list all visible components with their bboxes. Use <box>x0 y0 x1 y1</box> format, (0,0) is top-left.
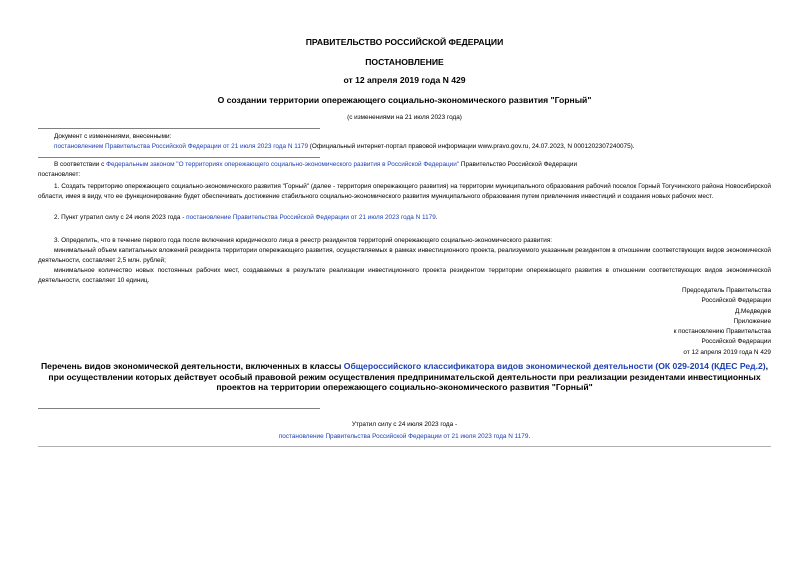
amendment-note: (с изменениями на 21 июля 2023 года) <box>347 114 462 121</box>
repeal-note <box>38 419 771 443</box>
amendment-link[interactable]: постановлением Правительства Российской Федерации от 21 июля 2023 года N 1179 <box>54 143 308 150</box>
signature-name: Д.Медведев <box>734 307 771 315</box>
divider <box>38 128 320 129</box>
okved-link[interactable]: Общероссийского классификатора видов экономической деятельности (ОК 029-2014 (КДЕС Ред.2) <box>343 361 766 371</box>
signature-position: Председатель Правительства <box>682 287 771 294</box>
appendix-label: Приложение <box>733 317 771 325</box>
federal-law-link[interactable]: Федеральным законом "О территориях опережающего социально-экономического развития в Российской Федерации" <box>106 161 460 168</box>
changes-tail: (Официальный интернет-портал правовой информации www.pravo.gov.ru, 24.07.2023, N 0001202307240075). <box>308 143 635 150</box>
repeal-link[interactable]: постановление Правительства Российской Федерации от 21 июля 2023 года N 1179 <box>278 433 529 440</box>
government-heading: ПРАВИТЕЛЬСТВО РОССИЙСКОЙ ФЕДЕРАЦИИ <box>305 37 504 47</box>
repeal-decree-link[interactable]: постановление Правительства Российской Федерации от 21 июля 2023 года N 1179 <box>186 214 436 221</box>
divider <box>38 408 320 409</box>
appendix-ref: к постановлению Правительства <box>673 328 771 336</box>
clause-3: 3. Определить, что в течение первого года после включения юридического лица в реестр резидентов территорий опережающего социально-экономического развития: <box>54 237 553 244</box>
appendix-date: от 12 апреля 2019 года N 429 <box>683 348 771 356</box>
bottom-divider <box>38 446 771 447</box>
clause-3-investment: минимальный объем капитальных вложений резидента территории опережающего развития, осуществляемых в рамках инвестиционного проекта, реализуемого указанным резидентом в отношении соответствующих видов экономической деятельности, составляет 2,5 млн. рублей; <box>38 247 771 264</box>
clause-2-text: 2. Пункт утратил силу с 24 июля 2023 года - <box>54 214 187 221</box>
changes-line <box>54 142 771 152</box>
appendix-title <box>38 361 771 393</box>
clause-2 <box>54 213 771 223</box>
appendix-country: Российской Федерации <box>701 338 771 346</box>
preamble-text: В соответствии с <box>54 161 107 168</box>
preamble-text-end: Правительство Российской Федерации <box>459 161 578 168</box>
document-date-number: от 12 апреля 2019 года N 429 <box>343 75 466 85</box>
divider <box>38 157 320 158</box>
clause-1: 1. Создать территорию опережающего социально-экономического развития "Горный" (далее - территория опережающего развития) на территории муниципального образования рабочий поселок Горный Тогучинского района Новосибирской области, имея в виду, что ее функционирование будет обеспечивать достижение стабильного социально-экономического развития муниципального образования путем привлечения инвестиций и создания новых рабочих мест. <box>38 183 771 200</box>
repeal-end: . <box>528 433 531 440</box>
document-title: О создании территории опережающего социально-экономического развития "Горный" <box>217 95 592 105</box>
changes-label: Документ с изменениями, внесенными: <box>54 133 172 140</box>
signature-country: Российской Федерации <box>701 297 771 305</box>
preamble <box>54 160 771 170</box>
appendix-title-end: , при осуществлении которых действует особый правовой режим осуществления предпринимательской деятельности при реализации резидентами инвестиционных проектов на территории опережающего социально-экономического развития "Горный" <box>48 361 768 393</box>
appendix-title-text: Перечень видов экономической деятельности, включенных в классы <box>40 361 344 371</box>
resolves-word: постановляет: <box>38 171 81 178</box>
clause-2-end: . <box>435 214 438 221</box>
signature-block <box>571 286 771 358</box>
clause-3-jobs: минимальное количество новых постоянных рабочих мест, создаваемых в результате реализации инвестиционного проекта резидентом территории опережающего развития в отношении соответствующих видов экономической деятельности, составляет 10 единиц. <box>38 267 771 284</box>
document-type: ПОСТАНОВЛЕНИЕ <box>365 57 444 67</box>
repeal-text: Утратил силу с 24 июля 2023 года - <box>351 421 458 428</box>
